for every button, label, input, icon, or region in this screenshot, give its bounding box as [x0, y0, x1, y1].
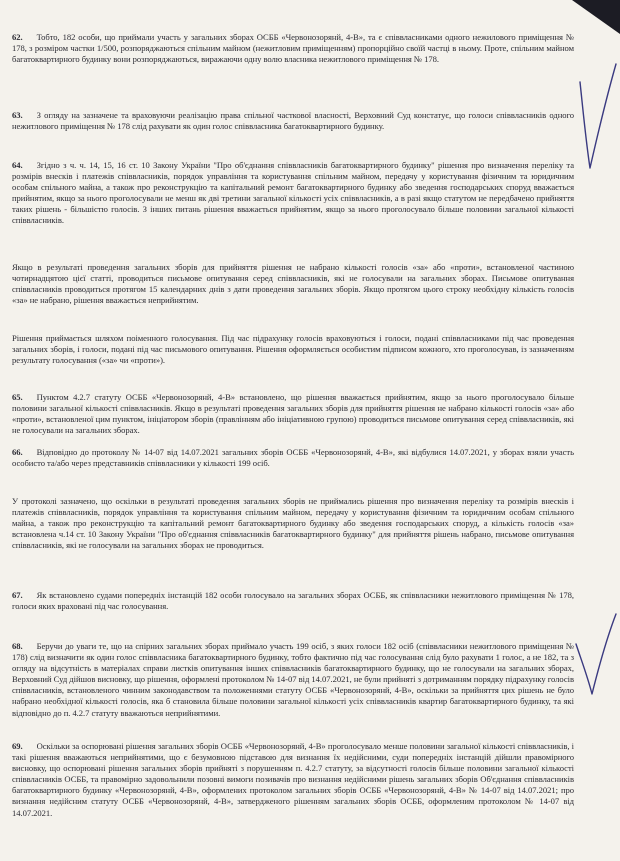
paragraph-number: 66.: [12, 447, 23, 457]
paragraph-64: [12, 160, 574, 227]
paragraph-68: [12, 641, 574, 719]
paragraph-62: [12, 32, 574, 65]
paragraph-number: 63.: [12, 110, 23, 120]
paragraph-64-continued-2: [12, 333, 574, 366]
paragraph-number: 68.: [12, 641, 23, 651]
paragraph-text: Згідно з ч. ч. 14, 15, 16 ст. 10 Закону України "Про об'єднання співвласників багатоквартирного будинку" рішення про визначення переліку та розмірів внесків і платежів співвласників, порядок управління та користування спільним майном, передачу у користування фізичним та юридичним особам спільного майна, а також про реконструкцію та капітальний ремонт багатоквартирного будинку або зведення господарських споруд вважається прийнятим, якщо за нього проголосували не менш як дві третини загальної кількості усіх співвласників, а в разі якщо статутом не передбачено прийняття таких рішень - більшістю голосів. З інших питань рішення вважається прийнятим, якщо за нього проголосувало більше половини загальної кількості співвласників.: [12, 160, 574, 226]
paragraph-text: Пунктом 4.2.7 статуту ОСББ «Червонозорянй, 4-В» встановлено, що рішення вважається прийнятим, якщо за нього проголосувало більше половини загальної кількості співвласників. Якщо в результаті проведення загальних зборів для прийняття рішення не набрано кількості голосів «за» або «проти», встановленої цим пунктом, ініціатором зборів (правлінням або ініціативною групою) проводиться письмове опитування серед співвласників, які не голосували на загальних зборах.: [12, 392, 574, 436]
paragraph-number: 62.: [12, 32, 23, 42]
paragraph-text: Якщо в результаті проведення загальних зборів для прийняття рішення не набрано кількості голосів «за» або «проти», встановленої частиною чотирнадцятою цієї статті, проводиться письмове опитування серед співвласників, які не голосували на загальних зборах. Письмове опитування співвласників проводиться протягом 15 календарних днів з дати проведення загальних зборів. Якщо протягом цього строку необхідну кількість голосів «за» не набрано, рішення вважається неприйнятим.: [12, 262, 574, 306]
paragraph-66: [12, 447, 574, 469]
paragraph-66-continued: [12, 496, 574, 551]
paragraph-text: Як встановлено судами попередніх інстанцій 182 особи голосувало на загальних зборах ОСББ, як співвласники нежитлового приміщення № 178, голоси яких враховані під час голосування.: [12, 590, 574, 612]
paragraph-text: Рішення приймається шляхом поіменного голосування. Під час підрахунку голосів враховуються і голоси, подані співвласниками під час проведення загальних зборів, і голоси, подані під час письмового опитування. Рішення оформляється особистим підписом кожного, хто проголосував, із зазначенням результату голосування («за» чи «проти»).: [12, 333, 574, 366]
paragraph-text: Беручи до уваги те, що на спірних загальних зборах приймало участь 199 осіб, з яких голоси 182 осіб (співвласники нежитлового приміщення № 178) слід визначити як один голос співвласника багатоквартирного будинку, тобто фактично під час голосування слід було рахувати 1 голос, а не 182, та з огляду на відсутність в матеріалах справи листків опитування інших співвласників багатоквартирного будинку, що не голосували на загальних зборах, Верховний Суд дійшов висновку, що рішення, оформлені протоколом № 14-07 від 14.07.2021, не були прийняті з дотриманням порядку підрахунку голосів співвласників, встановленого чинним законодавством та положеннями статуту ОСББ «Червонозорянй, 4-В», оскільки за прийняття цих рішень не було набрано необхідної кількості голосів, яка б становила більше половини загальної кількості усіх співвласників квартир багатоквартирного будинку, та які відповідно до п. 4.2.7 статуту вважаються неприйнятими.: [12, 641, 574, 718]
paragraph-number: 69.: [12, 741, 23, 751]
page-corner-shadow: [572, 0, 620, 34]
paragraph-67: [12, 590, 574, 612]
paragraph-text: Оскільки за оспорювані рішення загальних зборів ОСББ «Червонозорянй, 4-В» проголосувало менше половини загальної кількості співвласників, і такі рішення вважаються неприйнятими, що є безумовною підставою для визнання їх недійсними, суди попередніх інстанцій дійшли правомірного висновку, що оспорювані рішення загальних зборів прийняті з порушенням п. 4.2.7 статуту, за відсутності голосів більше половини загальної кількості співвласників ОСББ, та правомірно задовольнили позовні вимоги позивачів про визнання недійсними рішень загальних зборів Об'єднання співвласників багатоквартирного будинку «Червонозорянй, 4-В», оформлених протоколом загальних зборів ОСББ «Червонозорянй, 4-В» № 14-07 від 14.07.2021; про визнання недійсним статуту ОСББ «Червонозорянй, 4-В», затвердженого рішенням загальних зборів ОСББ, оформленим протоколом № 14-07 від 14.07.2021.: [12, 741, 574, 818]
paragraph-text: У протоколі зазначено, що оскільки в результаті проведення загальних зборів не приймались рішення про визначення переліку та розмірів внесків і платежів співвласників, порядок управління та користування спільним майном, передачу у користування фізичним та юридичним особам спільного майна, а також про реконструкцію та капітальний ремонт багатоквартирного будинку або зведення господарських споруд, а кількість голосів «за» встановлена ч.14 ст. 10 Закону України "Про об'єднання співвласників багатоквартирного будинку" для прийняття рішень набрано, письмове опитування співвласників, які не голосували на загальних зборах не проводиться.: [12, 496, 574, 551]
handwritten-checkmark: [574, 58, 618, 176]
paragraph-64-continued-1: [12, 262, 574, 306]
paragraph-63: [12, 110, 574, 132]
paragraph-number: 67.: [12, 590, 23, 600]
paragraph-text: Відповідно до протоколу № 14-07 від 14.07.2021 загальних зборів ОСББ «Червонозорянй, 4-В», які відбулися 14.07.2021, у зборах взяли участь особисто та/або через представників співвласники у кількості 199 осіб.: [12, 447, 574, 469]
paragraph-number: 65.: [12, 392, 23, 402]
paragraph-text: Тобто, 182 особи, що приймали участь у загальних зборах ОСББ «Червонозорянй, 4-В», та є співвласниками одного нежилового приміщення № 178, з розміром частки 1/500, розпоряджаються спільним майном (нежитловим приміщенням) пропорційно своїй частці в ньому. Проте, спільним майном багатоквартирного будинку вони розпоряджаються, виражаючи одну волю власника нежитлового приміщення № 178.: [12, 32, 574, 65]
handwritten-checkmark: [572, 610, 618, 698]
paragraph-69: [12, 741, 574, 819]
paragraph-text: З огляду на зазначене та враховуючи реалізацію права спільної часткової власності, Верховний Суд констатує, що голоси співвласників одного нежитлового приміщення № 178 слід рахувати як один голос співвласника багатоквартирного будинку.: [12, 110, 574, 132]
paragraph-number: 64.: [12, 160, 23, 170]
paragraph-65: [12, 392, 574, 436]
